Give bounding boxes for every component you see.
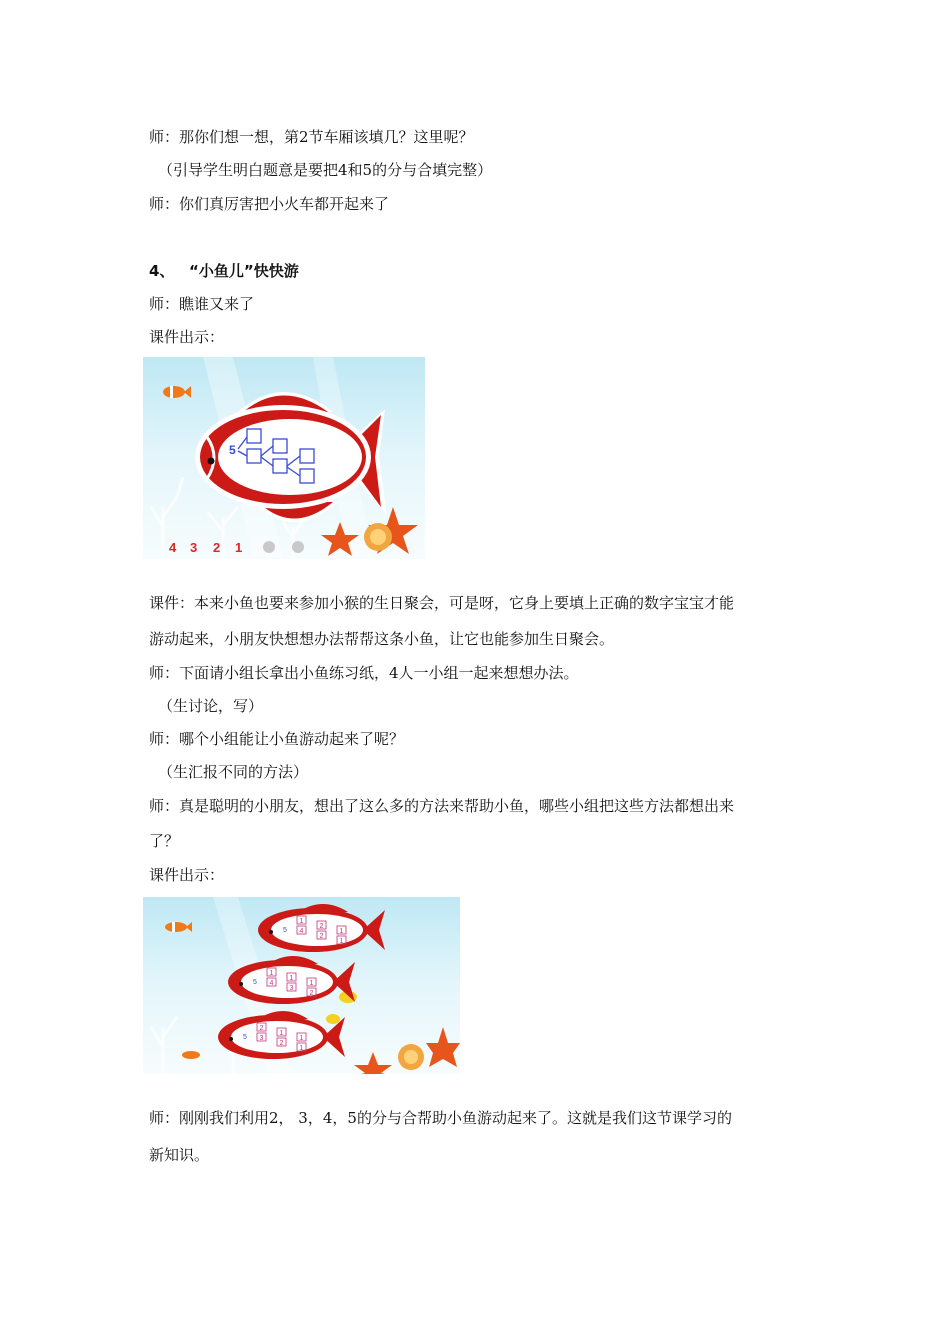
fish-cell-number: 2	[259, 1025, 264, 1032]
paragraph-guidance-note: （引导学生明白题意是要把4和5的分与合填完整）	[158, 161, 493, 179]
fish-lead-number: 5	[283, 927, 287, 934]
fish-cell-number: 1	[299, 1035, 304, 1042]
paragraph-group-task: 师：下面请小组长拿出小鱼练习纸，4人一小组一起来想想办法。	[149, 664, 579, 682]
section-heading	[149, 261, 299, 281]
paragraph-courseware-show-1: 课件出示：	[149, 328, 225, 346]
fish-courseware-image	[143, 357, 425, 559]
paragraph-teacher-question: 师：那你们想一想，第2节车厢该填几？这里呢？	[149, 128, 474, 146]
paragraph-teacher-ask: 师：哪个小组能让小鱼游动起来了呢？	[149, 730, 405, 748]
paragraph-students-report: （生汇报不同的方法）	[158, 763, 309, 781]
paragraph-courseware-story-1: 课件：本来小鱼也要来参加小猴的生日聚会，可是呀，它身上要填上正确的数字宝宝才能	[149, 594, 735, 612]
fish-cell-number: 2	[279, 1040, 284, 1047]
fish-lead-number: 5	[243, 1034, 247, 1041]
fish-cell-number: 1	[279, 1030, 284, 1037]
svg-text:2: 2	[213, 540, 221, 555]
svg-text:5: 5	[229, 443, 236, 457]
three-fish-courseware-image	[143, 897, 460, 1074]
section-number: 4、	[149, 262, 175, 280]
svg-text:1: 1	[235, 540, 243, 555]
fish-cell-number: 2	[319, 933, 324, 940]
fish-cell-number: 1	[309, 980, 314, 987]
fish-cell-number: 1	[289, 975, 294, 982]
fish-cell-number: 1	[339, 928, 344, 935]
fish-cell-number: 1	[269, 970, 274, 977]
paragraph-teacher-smart-2: 了？	[149, 832, 180, 850]
fish-cell-number: 3	[259, 1035, 264, 1042]
fish-cell-number: 2	[309, 990, 314, 997]
svg-text:4: 4	[169, 540, 177, 555]
paragraph-who-came: 师：瞧谁又来了	[149, 295, 255, 313]
paragraph-students-discuss: （生讨论，写）	[158, 697, 264, 715]
fish-cell-number: 3	[289, 985, 294, 992]
fish-cell-number: 1	[299, 918, 304, 925]
paragraph-teacher-smart-1: 师：真是聪明的小朋友，想出了这么多的方法来帮助小鱼，哪些小组把这些方法都想出来	[149, 797, 735, 815]
fish-cell-number: 4	[269, 980, 274, 987]
paragraph-summary-2: 新知识。	[149, 1146, 210, 1164]
fish-cell-number: 1	[339, 938, 344, 945]
fish-lead-number: 5	[253, 979, 257, 986]
fish-cell-number: 4	[299, 928, 304, 935]
section-title: “小鱼儿”快快游	[189, 262, 299, 280]
paragraph-courseware-story-2: 游动起来，小朋友快想想办法帮帮这条小鱼，让它也能参加生日聚会。	[149, 630, 615, 648]
fish-cell-number: 2	[319, 923, 324, 930]
paragraph-teacher-praise: 师：你们真厉害把小火车都开起来了	[149, 195, 390, 213]
paragraph-summary-1: 师：刚刚我们利用2， 3，4，5的分与合帮助小鱼游动起来了。这就是我们这节课学习的	[149, 1109, 732, 1127]
svg-text:3: 3	[190, 540, 198, 555]
paragraph-courseware-show-2: 课件出示：	[149, 866, 225, 884]
fish-cell-number: 1	[299, 1045, 304, 1052]
